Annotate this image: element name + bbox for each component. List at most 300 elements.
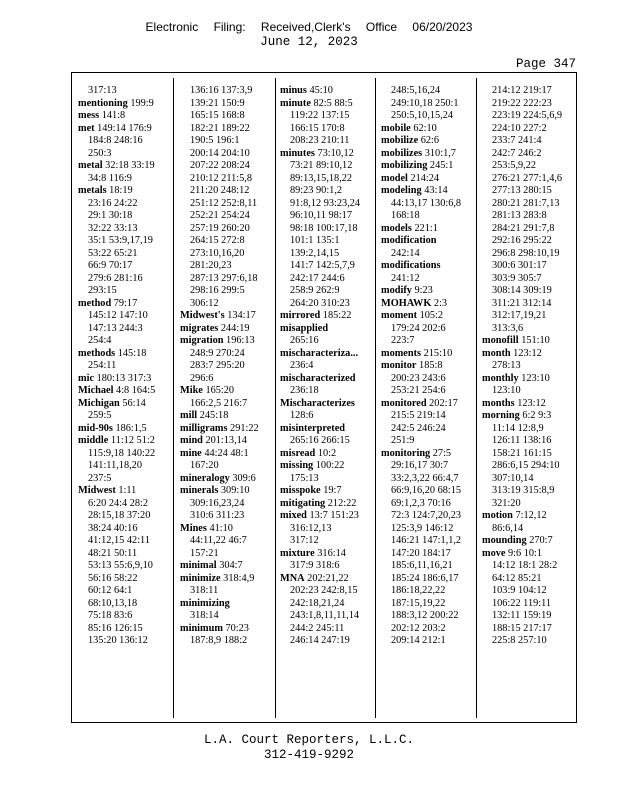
index-line: 243:1,8,11,11,14 bbox=[290, 610, 360, 621]
index-line: 186:18,22,22 bbox=[391, 585, 446, 596]
index-headword: month bbox=[482, 347, 511, 359]
index-line: 251:9 bbox=[391, 435, 415, 446]
index-line: 308:14 309:19 bbox=[492, 285, 552, 296]
index-headword: minimum bbox=[180, 622, 223, 634]
index-line: 91:8,12 93:23,24 bbox=[290, 197, 361, 209]
index-line: 157:21 bbox=[190, 547, 219, 559]
index-headword: models bbox=[381, 222, 412, 234]
index-line: 89:13,15,18,22 bbox=[290, 172, 353, 184]
filing-stamp bbox=[0, 20, 618, 34]
index-line: Midwest 1:11 bbox=[78, 485, 137, 496]
filing-word-electronic: Electronic bbox=[145, 20, 199, 34]
index-line: 53:22 65:21 bbox=[88, 247, 138, 259]
page-number: Page 347 bbox=[515, 57, 576, 71]
index-line: 244:2 245:11 bbox=[290, 622, 345, 634]
filing-word-filing: Filing: bbox=[213, 20, 246, 34]
index-line: 280:21 281:7,13 bbox=[492, 197, 560, 209]
filing-word-received: Received,Clerk's bbox=[260, 20, 351, 34]
index-line: 210:12 211:5,8 bbox=[190, 172, 252, 184]
index-headword: misspoke bbox=[280, 485, 321, 496]
index-line: 182:21 189:22 bbox=[190, 122, 250, 134]
index-line: 185:24 186:6,17 bbox=[391, 572, 459, 584]
index-headword: modification bbox=[381, 235, 437, 246]
index-line: 307:10,14 bbox=[492, 472, 534, 484]
index-line: modeling 43:14 bbox=[381, 185, 448, 196]
index-line: 29:16,17 30:7 bbox=[391, 460, 449, 471]
index-headword: Mines bbox=[180, 522, 207, 534]
index-line: 141:7 142:5,7,9 bbox=[290, 260, 355, 271]
index-line: 48:21 50:11 bbox=[88, 547, 138, 559]
index-headword: monitoring bbox=[381, 447, 431, 459]
index-line: 250:5,10,15,24 bbox=[391, 110, 454, 121]
index-headword: minerals bbox=[180, 485, 219, 496]
index-line: 303:9 305:7 bbox=[492, 272, 542, 284]
index-headword: mitigating bbox=[280, 497, 326, 509]
index-line: 257:19 260:20 bbox=[190, 222, 250, 234]
index-line: MOHAWK 2:3 bbox=[381, 297, 448, 309]
index-line: 35:1 53:9,17,19 bbox=[88, 235, 153, 246]
index-line: 233:7 241:4 bbox=[492, 135, 542, 146]
index-headword: mentioning bbox=[78, 97, 128, 109]
index-line: minerals 309:10 bbox=[180, 485, 250, 496]
index-line: 141:11,18,20 bbox=[88, 460, 142, 471]
index-line: 254:11 bbox=[88, 360, 117, 371]
index-line: mess 141:8 bbox=[78, 110, 126, 121]
index-line: 265:16 bbox=[290, 335, 319, 346]
index-line: 246:14 247:19 bbox=[290, 635, 350, 646]
index-line: 200:14 204:10 bbox=[190, 147, 250, 159]
index-line: 72:3 124:7,20,23 bbox=[391, 510, 462, 521]
index-line: missing 100:22 bbox=[280, 460, 345, 471]
index-line: 44:13,17 130:6,8 bbox=[391, 197, 462, 209]
index-line: mic 180:13 317:3 bbox=[78, 372, 152, 384]
index-line: 310:6 311:23 bbox=[190, 510, 245, 521]
index-headword: Michael bbox=[78, 385, 114, 396]
index-line: monitor 185:8 bbox=[381, 360, 443, 371]
index-headword: modifications bbox=[381, 260, 441, 271]
index-line: 66:9,16,20 68:15 bbox=[391, 485, 462, 496]
index-line: 317:13 bbox=[88, 85, 117, 96]
index-headword: MNA bbox=[280, 572, 305, 584]
index-line: 253:21 254:6 bbox=[391, 385, 446, 396]
index-line: 38:24 40:16 bbox=[88, 522, 138, 534]
index-line: metals 18:19 bbox=[78, 185, 133, 196]
index-line: 135:20 136:12 bbox=[88, 635, 148, 646]
index-line: 248:9 270:24 bbox=[190, 347, 245, 359]
index-line: model 214:24 bbox=[381, 172, 440, 184]
index-line: 139:2,14,15 bbox=[290, 247, 340, 259]
index-line: 237:5 bbox=[88, 472, 112, 484]
index-line: 200:23 243:6 bbox=[391, 372, 446, 384]
index-line: 11:14 12:8,9 bbox=[492, 422, 544, 434]
index-line: metal 32:18 33:19 bbox=[78, 160, 155, 171]
index-line: mind 201:13,14 bbox=[180, 435, 247, 446]
index-line bbox=[280, 398, 374, 411]
index-line: 317:9 318:6 bbox=[290, 560, 340, 571]
index-line: models 221:1 bbox=[381, 222, 438, 234]
index-line: 277:13 280:15 bbox=[492, 185, 552, 196]
index-line: 321:20 bbox=[492, 497, 521, 509]
index-line: minimal 304:7 bbox=[180, 560, 243, 571]
index-line: 165:15 168:8 bbox=[190, 110, 245, 121]
index-line: MNA 202:21,22 bbox=[280, 572, 349, 584]
index-line: 250:3 bbox=[88, 147, 112, 159]
index-line: 259:5 bbox=[88, 410, 112, 421]
index-line: 311:21 312:14 bbox=[492, 297, 552, 309]
index-line: milligrams 291:22 bbox=[180, 422, 259, 434]
index-headword: mind bbox=[180, 435, 203, 446]
index-headword: minutes bbox=[280, 147, 315, 159]
index-line: 242:5 246:24 bbox=[391, 422, 446, 434]
index-line: minus 45:10 bbox=[280, 85, 333, 96]
index-line: mineralogy 309:6 bbox=[180, 472, 256, 484]
index-headword: Midwest bbox=[78, 485, 116, 496]
index-line: 96:10,11 98:17 bbox=[290, 210, 352, 221]
index-line: 89:23 90:1,2 bbox=[290, 185, 343, 196]
index-line: minutes 73:10,12 bbox=[280, 147, 354, 159]
index-line: 242:17 244:6 bbox=[290, 272, 345, 284]
index-headword: mischaracterized bbox=[280, 372, 356, 384]
index-headword: model bbox=[381, 172, 408, 184]
index-headword: misinterpreted bbox=[280, 422, 346, 434]
index-line: 188:3,12 200:22 bbox=[391, 610, 459, 621]
index-line: 190:5 196:1 bbox=[190, 135, 240, 146]
index-line: methods 145:18 bbox=[78, 347, 147, 359]
index-line: 69:1,2,3 70:16 bbox=[391, 497, 451, 509]
index-headword: migrates bbox=[180, 322, 219, 334]
index-line: 175:13 bbox=[290, 472, 319, 484]
index-line: 236:4 bbox=[290, 360, 314, 371]
index-line: mid-90s 186:1,5 bbox=[78, 422, 147, 434]
index-line: morning 6:2 9:3 bbox=[482, 410, 552, 421]
index-line: 188:15 217:17 bbox=[492, 622, 552, 634]
index-line: 254:4 bbox=[88, 335, 112, 346]
index-line: 273:10,16,20 bbox=[190, 247, 245, 259]
index-line: monitored 202:17 bbox=[381, 397, 458, 409]
index-column-5 bbox=[482, 85, 576, 715]
index-line: 224:10 227:2 bbox=[492, 122, 547, 134]
index-headword: morning bbox=[482, 410, 520, 421]
index-line: modify 9:23 bbox=[381, 285, 433, 296]
index-headword: mixed bbox=[280, 510, 307, 521]
index-line bbox=[280, 423, 374, 436]
index-line: 128:6 bbox=[290, 410, 314, 421]
index-line: 187:8,9 188:2 bbox=[190, 635, 248, 646]
index-line: 75:18 83:6 bbox=[88, 610, 133, 621]
index-line: mobilizes 310:1,7 bbox=[381, 147, 456, 159]
index-line: mine 44:24 48:1 bbox=[180, 447, 249, 459]
index-headword: mounding bbox=[482, 535, 527, 546]
index-line: Michael 4:8 164:5 bbox=[78, 385, 156, 396]
index-headword: mischaracteriza... bbox=[280, 347, 359, 359]
index-line: monthly 123:10 bbox=[482, 372, 550, 384]
index-line: 101:1 135:1 bbox=[290, 235, 340, 246]
index-line: move 9:6 10:1 bbox=[482, 547, 543, 559]
index-headword: mobilizes bbox=[381, 147, 423, 159]
index-column-4 bbox=[381, 85, 475, 715]
hearing-date: June 12, 2023 bbox=[260, 35, 358, 49]
index-headword: mess bbox=[78, 110, 100, 121]
index-line: 223:7 bbox=[391, 335, 415, 346]
index-line: 53:13 55:6,9,10 bbox=[88, 560, 153, 571]
index-headword: minimizing bbox=[180, 597, 230, 609]
index-line: 264:15 272:8 bbox=[190, 235, 245, 246]
index-line: 242:18,21,24 bbox=[290, 597, 345, 609]
index-headword: move bbox=[482, 547, 506, 559]
index-line: monofill 151:10 bbox=[482, 335, 550, 346]
index-headword: minus bbox=[280, 85, 307, 96]
index-line: 115:9,18 140:22 bbox=[88, 447, 156, 459]
index-line: 158:21 161:15 bbox=[492, 447, 552, 459]
index-line: Mike 165:20 bbox=[180, 385, 235, 396]
index-line: mounding 270:7 bbox=[482, 535, 553, 546]
index-line: 147:20 184:17 bbox=[391, 547, 451, 559]
reporter-company: L.A. Court Reporters, L.L.C. bbox=[203, 733, 415, 747]
index-headword: met bbox=[78, 122, 95, 134]
index-line: 123:10 bbox=[492, 385, 521, 396]
index-headword: motion bbox=[482, 510, 513, 521]
index-line: mobilize 62:6 bbox=[381, 135, 440, 146]
index-line: 249:10,18 250:1 bbox=[391, 97, 459, 109]
filing-date: 06/20/2023 bbox=[412, 20, 473, 34]
index-headword: migration bbox=[180, 335, 224, 346]
index-line bbox=[280, 348, 374, 361]
index-line: 166:2,5 216:7 bbox=[190, 397, 248, 409]
index-headword: MOHAWK bbox=[381, 297, 432, 309]
index-line: 278:13 bbox=[492, 360, 521, 371]
index-line: 184:8 248:16 bbox=[88, 135, 143, 146]
index-line: 179:24 202:6 bbox=[391, 322, 446, 334]
index-line: 283:7 295:20 bbox=[190, 360, 245, 371]
index-line bbox=[180, 598, 274, 611]
index-column-1 bbox=[78, 85, 172, 715]
index-line: 223:19 224:5,6,9 bbox=[492, 110, 563, 121]
index-line: 293:15 bbox=[88, 285, 117, 296]
index-line: 208:23 210:11 bbox=[290, 135, 350, 146]
index-headword: middle bbox=[78, 435, 109, 446]
index-headword: metal bbox=[78, 160, 103, 171]
index-headword: minute bbox=[280, 97, 311, 109]
index-line: 85:16 126:15 bbox=[88, 622, 143, 634]
index-line: misread 10:2 bbox=[280, 447, 337, 459]
index-line: 28:15,18 37:20 bbox=[88, 510, 151, 521]
index-headword: milligrams bbox=[180, 422, 228, 434]
column-divider bbox=[375, 78, 376, 718]
index-line: 64:12 85:21 bbox=[492, 572, 542, 584]
index-line: mill 245:18 bbox=[180, 410, 229, 421]
index-line: 146:21 147:1,1,2 bbox=[391, 535, 462, 546]
index-line bbox=[381, 260, 475, 273]
index-line: 313:3,6 bbox=[492, 322, 524, 334]
index-line: 145:12 147:10 bbox=[88, 310, 148, 321]
index-line: minimum 70:23 bbox=[180, 622, 249, 634]
index-line: 136:16 137:3,9 bbox=[190, 85, 253, 96]
index-line: 251:12 252:8,11 bbox=[190, 197, 258, 209]
index-headword: monitored bbox=[381, 397, 427, 409]
index-line: 281:20,23 bbox=[190, 260, 232, 271]
index-headword: moments bbox=[381, 347, 422, 359]
index-line: 253:5,9,22 bbox=[492, 160, 537, 171]
index-headword: Midwest's bbox=[180, 310, 225, 321]
index-line: mentioning 199:9 bbox=[78, 97, 154, 109]
index-line: 298:16 299:5 bbox=[190, 285, 245, 296]
index-line: 44:11,22 46:7 bbox=[190, 535, 247, 546]
index-line: 185:6,11,16,21 bbox=[391, 560, 453, 571]
index-line: 236:18 bbox=[290, 385, 319, 396]
index-line: 252:21 254:24 bbox=[190, 210, 250, 221]
index-line: mobile 62:10 bbox=[381, 122, 437, 134]
index-headword: methods bbox=[78, 347, 116, 359]
index-line: 34:8 116:9 bbox=[88, 172, 132, 184]
index-line: 296:8 298:10,19 bbox=[492, 247, 560, 259]
index-line bbox=[280, 373, 374, 386]
index-line: 317:12 bbox=[290, 535, 319, 546]
index-headword: monthly bbox=[482, 372, 519, 384]
index-line: 168:18 bbox=[391, 210, 420, 221]
index-line bbox=[381, 235, 475, 248]
index-line: middle 11:12 51:2 bbox=[78, 435, 155, 446]
index-line: 242:14 bbox=[391, 247, 420, 259]
index-line: 103:9 104:12 bbox=[492, 585, 547, 596]
index-headword: mobilizing bbox=[381, 160, 428, 171]
index-line: 284:21 291:7,8 bbox=[492, 222, 555, 234]
index-line: migration 196:13 bbox=[180, 335, 255, 346]
index-line: 248:5,16,24 bbox=[391, 85, 441, 96]
index-line: mitigating 212:22 bbox=[280, 497, 357, 509]
column-divider bbox=[173, 78, 174, 718]
index-line: 41:12,15 42:11 bbox=[88, 535, 150, 546]
index-line: minimize 318:4,9 bbox=[180, 572, 255, 584]
index-line: motion 7:12,12 bbox=[482, 510, 547, 521]
index-headword: modify bbox=[381, 285, 412, 296]
index-line: 219:22 222:23 bbox=[492, 97, 552, 109]
index-line: 68:10,13,18 bbox=[88, 597, 138, 609]
index-headword: mid-90s bbox=[78, 422, 113, 434]
index-headword: Michigan bbox=[78, 397, 120, 409]
index-line: moment 105:2 bbox=[381, 310, 444, 321]
index-line: 258:9 262:9 bbox=[290, 285, 340, 296]
index-line: mixture 316:14 bbox=[280, 547, 346, 559]
index-headword: mobile bbox=[381, 122, 411, 134]
index-headword: mine bbox=[180, 447, 202, 459]
index-line: 33:2,3,22 66:4,7 bbox=[391, 472, 459, 484]
index-line: migrates 244:19 bbox=[180, 322, 250, 334]
index-line: 318:14 bbox=[190, 610, 219, 621]
index-line: minute 82:5 88:5 bbox=[280, 97, 353, 109]
index-line: 309:16,23,24 bbox=[190, 497, 245, 509]
index-line: 23:16 24:22 bbox=[88, 197, 138, 209]
index-line: 300:6 301:17 bbox=[492, 260, 547, 271]
index-line: 125:3,9 146:12 bbox=[391, 522, 454, 534]
index-line: 214:12 219:17 bbox=[492, 85, 552, 96]
index-headword: monofill bbox=[482, 335, 519, 346]
index-line: 264:20 310:23 bbox=[290, 297, 350, 309]
index-line: mixed 13:7 151:23 bbox=[280, 510, 359, 521]
index-line: 242:7 246:2 bbox=[492, 147, 542, 159]
index-line: 202:12 203:2 bbox=[391, 622, 446, 634]
index-line: 167:20 bbox=[190, 460, 219, 471]
index-line: 316:12,13 bbox=[290, 522, 332, 534]
index-headword: misread bbox=[280, 447, 316, 459]
index-headword: moment bbox=[381, 310, 418, 321]
index-headword: misapplied bbox=[280, 322, 329, 334]
index-headword: modeling bbox=[381, 185, 422, 196]
reporter-phone: 312-419-9292 bbox=[263, 748, 354, 762]
index-line: 126:11 138:16 bbox=[492, 435, 552, 446]
index-line: 202:23 242:8,15 bbox=[290, 585, 358, 596]
index-line: 207:22 208:24 bbox=[190, 160, 250, 171]
index-line: 119:22 137:15 bbox=[290, 110, 350, 121]
index-line: 106:22 119:11 bbox=[492, 597, 552, 609]
index-line: 139:21 150:9 bbox=[190, 97, 245, 109]
index-line: 209:14 212:1 bbox=[391, 635, 446, 646]
index-line: met 149:14 176:9 bbox=[78, 122, 152, 134]
index-line: 32:22 33:13 bbox=[88, 222, 138, 234]
index-line: 281:13 283:8 bbox=[492, 210, 547, 221]
index-line bbox=[280, 323, 374, 336]
index-headword: minimize bbox=[180, 572, 221, 584]
index-headword: Mike bbox=[180, 385, 203, 396]
index-line: 132:11 159:19 bbox=[492, 610, 552, 621]
index-headword: metals bbox=[78, 185, 107, 196]
index-headword: monitor bbox=[381, 360, 417, 371]
column-divider bbox=[275, 78, 276, 718]
index-line: moments 215:10 bbox=[381, 347, 453, 359]
index-column-3 bbox=[280, 85, 374, 715]
index-headword: mic bbox=[78, 372, 95, 384]
index-line: 215:5 219:14 bbox=[391, 410, 446, 421]
index-line: 296:6 bbox=[190, 372, 214, 384]
index-line: 292:16 295:22 bbox=[492, 235, 552, 246]
index-line: Midwest's 134:17 bbox=[180, 310, 256, 321]
index-box bbox=[71, 72, 577, 723]
index-headword: mixture bbox=[280, 547, 315, 559]
index-line: mobilizing 245:1 bbox=[381, 160, 454, 171]
index-line: months 123:12 bbox=[482, 397, 546, 409]
index-line: 56:16 58:22 bbox=[88, 572, 138, 584]
index-line: 98:18 100:17,18 bbox=[290, 222, 358, 234]
index-line: Michigan 56:14 bbox=[78, 397, 146, 409]
index-line: 86:6,14 bbox=[492, 522, 524, 534]
index-line: 306:12 bbox=[190, 297, 219, 309]
index-line: 6:20 24:4 28:2 bbox=[88, 497, 149, 509]
index-line: 312:17,19,21 bbox=[492, 310, 547, 321]
index-line: 211:20 248:12 bbox=[190, 185, 250, 196]
index-headword: mineralogy bbox=[180, 472, 230, 484]
index-line: method 79:17 bbox=[78, 297, 138, 309]
index-line: 279:6 281:16 bbox=[88, 272, 143, 284]
index-headword: mill bbox=[180, 410, 198, 421]
index-headword: minimal bbox=[180, 560, 217, 571]
index-line: 313:19 315:8,9 bbox=[492, 485, 555, 496]
index-line: 73:21 89:10,12 bbox=[290, 160, 353, 171]
index-line: 166:15 170:8 bbox=[290, 122, 345, 134]
index-line: 29:1 30:18 bbox=[88, 210, 133, 221]
index-headword: method bbox=[78, 297, 112, 309]
index-line: misspoke 19:7 bbox=[280, 485, 342, 496]
index-line: 66:9 70:17 bbox=[88, 260, 133, 271]
index-line: Mines 41:10 bbox=[180, 522, 233, 534]
index-line: 147:13 244:3 bbox=[88, 322, 143, 334]
index-line: 276:21 277:1,4,6 bbox=[492, 172, 563, 184]
index-headword: mobilize bbox=[381, 135, 419, 146]
index-headword: missing bbox=[280, 460, 314, 471]
index-line: 60:12 64:1 bbox=[88, 585, 133, 596]
index-line: mirrored 185:22 bbox=[280, 310, 352, 321]
index-headword: months bbox=[482, 397, 515, 409]
index-headword: mirrored bbox=[280, 310, 321, 321]
index-line: 14:12 18:1 28:2 bbox=[492, 560, 558, 571]
